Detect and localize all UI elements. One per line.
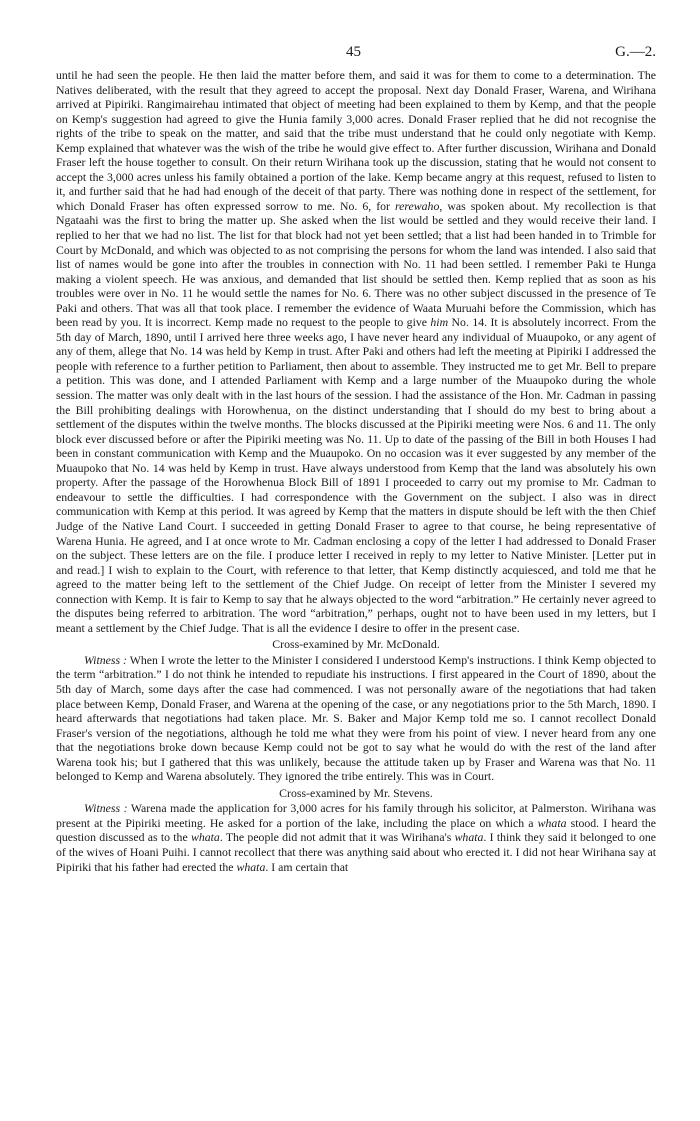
paragraph-cross-mcdonald: Witness : When I wrote the letter to the Minister I considered I understood Kemp's instructions. I think Kemp objected to the term “arbitration.” I do not think he intended to repudiate his instructions. I first appeared in the Court of 1890, about the 5th day of March, some days after the case had commenced. I was not personally aware of the negotiations that had taken place between Kemp, Donald Fraser, and Warena at the opening of the case, or any negotiations prior to the 5th March, 1890. I heard afterwards that negotiations had taken place. Mr. S. Baker and Major Kemp told me so. I cannot recollect Donald Fraser's version of the negotiations, although he told me what they were from his point of view. I never heard from any one that the negotiations broke down because Kemp could not be got to say what he would do with the rest of the land after Warena took his; but I gathered that this was unlikely, because the attitude taken up by Fraser and Warena was that No. 11 belonged to Kemp and Warena absolutely. They ignored the tribe entirely. This was in Court. [56,652,656,784]
section-heading-stevens: Cross-examined by Mr. Stevens. [279,785,433,800]
section-heading-mcdonald: Cross-examined by Mr. McDonald. [272,637,440,652]
document-page [56,38,656,874]
body-text [56,68,656,874]
document-series: G.—2. [615,44,656,60]
page-number: 45 [346,44,361,60]
speaker-label: Witness : [84,652,127,667]
paragraph-main-evidence: until he had seen the people. He then laid the matter before them, and said it was for them to come to a determination. The Natives deliberated, with the result that they agreed to accept the proposal. Next day Donald Fraser, Warena, and Wirihana arrived at Pipiriki. Rangimairehau intimated that object of meeting had been explained to them by Kemp, and that the people on Kemp's suggestion had agreed to give the Hunia family 3,000 acres. Donald Fraser replied that he did not recognise the rights of the tribe to speak on the matter, and said that the tribe must understand that he could only negotiate with Kemp. Kemp explained that whatever was the wish of the tribe he would give effect to. After further discussion, Wirihana and Donald Fraser left the house together to consult. On their return Wirihana took up the discussion, stating that he would not consent to accept the 3,000 acres unless his family obtained a portion of the lake. Kemp became angry at this request, refused to listen to it, and further said that he had had enough of the deceit of that party. There was nothing done in respect of the settlement, for which Donald Fraser has often expressed sorrow to me. No. 6, for rerewaho, was spoken about. My recollection is that Ngataahi was the first to bring the matter up. She asked when the list would be settled and they would receive their land. I replied to her that we had no list. The list for that block had not yet been settled; that a list had been handed in to Trimble for Court by McDonald, and which was objected to as not comprising the persons for whom the land was intended. I also said that list of names would be gone into after the troubles in connection with No. 11 had been settled. I remember Paki te Hunga making a violent speech. He was anxious, and demanded that list should be settled then. Kemp replied that as soon as his troubles were over in No. 11 he would settle the names for No. 6. There was no other subject discussed in the presence of Te Paki and others. That was all that took place. I remember the evidence of Waata Muruahi before the Commission, which has been read by you. It is incorrect. Kemp made no request to the people to give him No. 14. It is absolutely incorrect. From the 5th day of March, 1890, until I arrived here three weeks ago, I have never heard any individual of Muaupoko, or any agent of any of them, allege that No. 14 was held by Kemp in trust. After Paki and others had left the meeting at Pipiriki I addressed the people with reference to a further petition to Parliament, then about to assemble. They instructed me to get Mr. Bell to prepare a petition. This was done, and I attended Parliament with Kemp and a large number of the Muaupoko during the whole session. The matter was only dealt with in the last hours of the session. I had the assistance of the Hon. Mr. Cadman in passing the Bill prohibiting dealings with Horowhenua, on the distinct understanding that I should do my best to bring about a settlement of the disputes within the twelve months. The blocks discussed at the Pipiriki meeting were Nos. 6 and 11. The only block ever discussed before or after the Pipiriki meeting was No. 11. Up to date of the passing of the Bill in both Houses I had been in constant communication with Kemp and the Muaupoko. On no occasion was it ever suggested by any member of the Muaupoko that No. 14 was held by Kemp in trust. Have always understood from Kemp that the land was absolutely his own property. After the passage of the Horowhenua Block Bill of 1891 I proceeded to carry out my promise to Mr. Cadman to endeavour to settle the difficulties. I had correspondence with the Government on the subject. I also was in direct communication with Kemp at this period. It was agreed by Kemp that the matters in dispute should be left with the then Chief Judge of the Native Land Court. I succeeded in getting Donald Fraser to agree to that course, he being representative of Warena Hunia. He agreed, and I at once wrote to Mr. Cadman enclosing a copy of the letter I had addressed to Donald Fraser on the subject. These letters are on the file. I produce letter I received in reply to my letter to Native Minister. [Letter put in and read.] I wish to explain to the Court, with reference to that letter, that Kemp distinctly acquiesced, and told me that he agreed to the matter being left to the settlement of the Chief Judge. On receipt of letter from the Minister I severed my connection with Kemp. It is fair to Kemp to say that he always objected to the word “arbitration.” He certainly never agreed to the disputes being referred to arbitration. The word “arbitration,” perhaps, ought not to have been used in my letters, but I meant a settlement by the Chief Judge. That is all the evidence I desire to offer in the present case. [56,68,656,635]
paragraph-cross-stevens: Witness : Warena made the application for 3,000 acres for his family through his solicitor, at Palmerston. Wirihana was present at the Pipiriki meeting. He asked for a portion of the lake, including the place on which a whata stood. I heard the question discussed as to the whata. The people did not admit that it was Wirihana's whata. I think they said it belonged to one of the wives of Hoani Puihi. I cannot recollect that there was anything said about who erected it. I did not hear Wirihana say at Pipiriki that his father had erected the whata. I am certain that [56,801,657,874]
speaker-label: Witness : [84,801,128,816]
page-header [56,38,656,68]
